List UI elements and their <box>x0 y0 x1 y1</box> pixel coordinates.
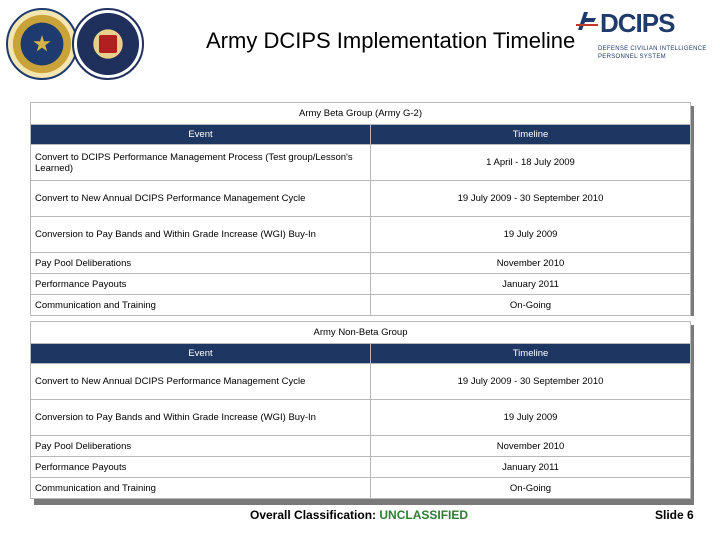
table-row <box>31 217 691 253</box>
classification-label: Overall Classification: <box>250 508 377 522</box>
timeline-cell: November 2010 <box>371 436 691 457</box>
table-row <box>31 478 691 499</box>
nonbeta-header-timeline: Timeline <box>371 344 691 364</box>
logo-subtitle-line2: PERSONNEL SYSTEM <box>598 54 666 60</box>
event-cell: Convert to New Annual DCIPS Performance Management Cycle <box>31 181 371 217</box>
timeline-cell: 19 July 2009 <box>371 217 691 253</box>
event-cell: Performance Payouts <box>31 457 371 478</box>
event-cell: Communication and Training <box>31 478 371 499</box>
table-row <box>31 436 691 457</box>
event-cell: Pay Pool Deliberations <box>31 436 371 457</box>
table-row <box>31 457 691 478</box>
slide-number: Slide 6 <box>655 508 694 522</box>
nonbeta-caption: Army Non-Beta Group <box>31 322 691 344</box>
page-title: Army DCIPS Implementation Timeline <box>206 28 576 53</box>
timeline-cell: 19 July 2009 <box>371 400 691 436</box>
beta-caption: Army Beta Group (Army G-2) <box>31 103 691 125</box>
army-seal-icon <box>6 8 78 80</box>
logo-subtitle-line1: DEFENSE CIVILIAN INTELLIGENCE <box>598 46 707 52</box>
table-row <box>31 400 691 436</box>
table-row <box>31 181 691 217</box>
beta-group-table <box>30 102 691 316</box>
intelligence-seal-icon <box>72 8 144 80</box>
timeline-cell: January 2011 <box>371 457 691 478</box>
timeline-cell: On-Going <box>371 478 691 499</box>
beta-header-event: Event <box>31 125 371 145</box>
event-cell: Convert to New Annual DCIPS Performance Management Cycle <box>31 364 371 400</box>
nonbeta-header-event: Event <box>31 344 371 364</box>
timeline-cell: 1 April - 18 July 2009 <box>371 145 691 181</box>
table-row <box>31 274 691 295</box>
timeline-cell: January 2011 <box>371 274 691 295</box>
dcips-logo <box>574 4 714 66</box>
non-beta-group-table <box>30 321 691 499</box>
table-row <box>31 364 691 400</box>
logo-word: DCIPS <box>600 8 675 38</box>
event-cell: Conversion to Pay Bands and Within Grade Increase (WGI) Buy-In <box>31 400 371 436</box>
timeline-cell: On-Going <box>371 295 691 316</box>
timeline-cell: November 2010 <box>371 253 691 274</box>
classification-value: UNCLASSIFIED <box>379 508 469 522</box>
event-cell: Performance Payouts <box>31 274 371 295</box>
classification-banner <box>250 508 468 522</box>
table-row <box>31 253 691 274</box>
beta-header-timeline: Timeline <box>371 125 691 145</box>
table-row <box>31 145 691 181</box>
table-row <box>31 295 691 316</box>
event-cell: Pay Pool Deliberations <box>31 253 371 274</box>
event-cell: Conversion to Pay Bands and Within Grade Increase (WGI) Buy-In <box>31 217 371 253</box>
timeline-cell: 19 July 2009 - 30 September 2010 <box>371 181 691 217</box>
flag-icon <box>576 10 598 32</box>
event-cell: Communication and Training <box>31 295 371 316</box>
event-cell: Convert to DCIPS Performance Management Process (Test group/Lesson's Learned) <box>31 145 371 181</box>
timeline-cell: 19 July 2009 - 30 September 2010 <box>371 364 691 400</box>
